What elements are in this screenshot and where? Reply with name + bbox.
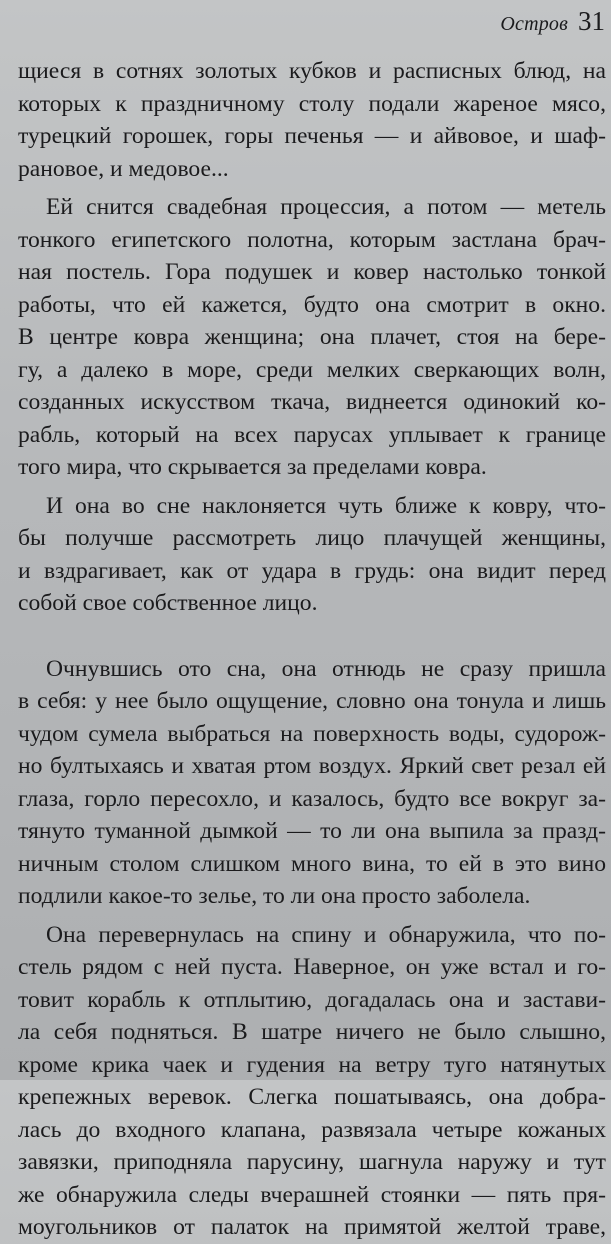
text-line: в себя: у нее было ощущение, словно она тонула и лишь: [18, 688, 606, 714]
text-line: ла себя подняться. В шатре ничего не было слышно,: [18, 1019, 606, 1045]
paragraph-5: [18, 919, 606, 1244]
text-line: рабль, который на всех парусах уплывает к границе: [18, 421, 606, 448]
text-line: ная постель. Гора подушек и ковер настолько тонкой: [18, 259, 606, 285]
text-line: Очнувшись ото сна, она отнюдь не сразу пришла: [46, 655, 606, 682]
paragraph-1: [18, 55, 606, 185]
text-line: лась до входного клапана, развязала четыре кожаных: [18, 1116, 606, 1143]
text-line: гу, а далеко в море, среди мелких сверкающих волн,: [18, 356, 606, 383]
text-line: стель рядом с ней пуста. Наверное, он уже встал и го-: [18, 954, 606, 980]
text-line: тонкого египетского полотна, которым застлана брач-: [18, 226, 606, 253]
running-head: [500, 6, 605, 37]
text-line: же обнаружила следы вчерашней стоянки — пять пря-: [18, 1181, 606, 1208]
text-line: В центре ковра женщина; она плачет, стоя на бере-: [18, 324, 606, 350]
text-line: и вздрагивает, как от удара в грудь: она видит перед: [18, 557, 606, 584]
text-line: ничным столом слишком много вина, то ей в это вино: [18, 850, 606, 877]
text-line: собой свое собственное лицо.: [18, 590, 318, 616]
text-line: крепежных веревок. Слегка пошатываясь, она добра-: [18, 1084, 606, 1110]
text-line: которых к праздничному столу подали жареное мясо,: [18, 90, 606, 117]
text-line: созданных искусством ткача, виднеется одинокий ко-: [18, 389, 606, 415]
text-line: завязки, приподняла парусину, шагнула наружу и тут: [18, 1149, 606, 1175]
text-line: тянуто туманной дымкой — то ли она выпила за празд-: [18, 818, 606, 844]
text-line: товит корабль к отплытию, догадалась она и застави-: [18, 986, 606, 1013]
text-line: рановое, и медовое...: [18, 155, 229, 182]
text-line: кроме крика чаек и гудения на ветру туго натянутых: [18, 1051, 606, 1078]
text-line: работы, что ей кажется, будто она смотрит в окно.: [18, 291, 606, 318]
text-line: щиеся в сотнях золотых кубков и расписных блюд, на: [18, 58, 606, 84]
text-line: подлили какое-то зелье, то ли она просто заболела.: [18, 883, 531, 909]
text-line: Ей снится свадебная процессия, а потом — метель: [46, 194, 606, 220]
paragraph-2: [18, 191, 606, 484]
text-line: того мира, что скрывается за пределами ковра.: [18, 454, 487, 480]
paragraph-4: [18, 653, 606, 913]
text-line: глаза, горло пересохло, и казалось, будто все вокруг за-: [18, 785, 606, 812]
text-line: но бултыхаясь и хватая ртом воздух. Яркий свет резал ей: [18, 753, 606, 779]
text-line: турецкий горошек, горы печенья — и айвовое, и шаф-: [18, 123, 606, 149]
running-title: Остров: [500, 13, 568, 35]
section-break: [18, 620, 606, 653]
body-text: [18, 55, 606, 1244]
text-line: Она перевернулась на спину и обнаружила, что по-: [46, 921, 606, 948]
page-number: 31: [578, 6, 605, 36]
text-line: моугольников от палаток на примятой желтой траве,: [18, 1214, 606, 1240]
text-line: бы получше рассмотреть лицо плачущей женщины,: [18, 525, 606, 551]
text-line: чудом сумела выбраться на поверхность воды, судорож-: [18, 720, 606, 747]
paragraph-3: [18, 490, 606, 620]
text-line: И она во сне наклоняется чуть ближе к ковру, что-: [46, 492, 606, 519]
